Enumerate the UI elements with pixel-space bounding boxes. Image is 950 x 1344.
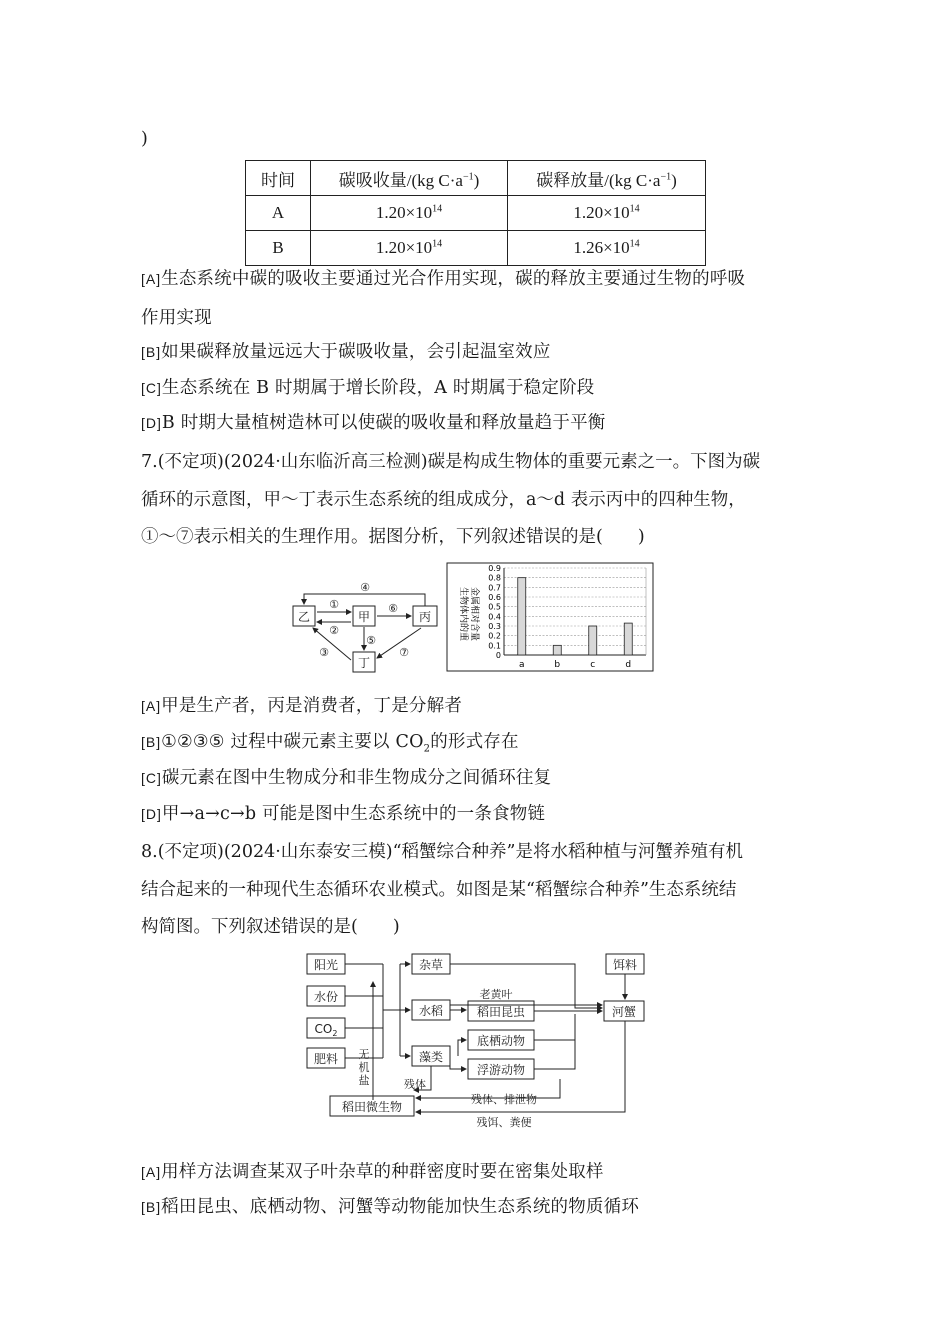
table-header-row [246,161,706,196]
q7-stem-line3: ①～⑦表示相关的生理作用。据图分析，下列叙述错误的是( ) [141,527,645,547]
chart-ytick-label: 0.8 [488,573,501,583]
label-5: ⑤ [366,634,376,647]
table-cell-release: $1.26\times 10^{14}$ [508,231,706,266]
chart-bar-b [553,645,561,655]
chart-ytick-label: 0.7 [488,583,501,593]
label-rice: 水稻 [418,1004,444,1018]
arrow-benthic-crab [534,1014,575,1040]
chart-ylabel-line2: 金属相对含量 [469,586,479,642]
q8-option-a: [A]用样方法调查某双子叶杂草的种群密度时要在密集处取样 [141,1162,604,1182]
chart-bar-a [518,578,526,655]
arrow-algae-benthic [458,1040,466,1056]
chart-ylabel-line1: 生物体内的重 [458,586,468,642]
node-jia: 甲 [357,610,371,624]
q7-stem-line1: 7.(不定项)(2024·山东临沂高三检测)碳是构成生物体的重要元素之一。下图为碳 [141,452,761,472]
q6-option-a-cont: 作用实现 [141,308,212,328]
q7-option-c: [C]碳元素在图中生物成分和非生物成分之间循环往复 [141,768,552,788]
label-sun: 阳光 [313,958,339,972]
chart-bar-c [589,626,597,655]
arrow-plankton-crab [534,1040,575,1069]
q8-stem-line3: 构简图。下列叙述错误的是( ) [141,917,400,937]
node-ding: 丁 [357,656,371,670]
label-water: 水份 [313,990,339,1004]
chart-ytick-label: 0.4 [488,612,501,622]
label-2: ② [329,624,339,637]
label-dung: 残饵、粪便 [476,1116,532,1129]
q8-stem-line1: 8.(不定项)(2024·山东泰安三模)“稻蟹综合种养”是将水稻种植与河蟹养殖有机 [141,842,743,862]
label-benthic: 底栖动物 [476,1034,526,1048]
q7-stem-line2: 循环的示意图，甲～丁表示生态系统的组成成分，a～d 表示丙中的四种生物， [141,490,746,510]
chart-ytick-label: 0.1 [488,641,501,651]
chart-xtick-label: a [518,660,525,670]
q7-option-b: [B]①②③⑤ 过程中碳元素主要以 $CO_2$的形式存在 [141,732,519,755]
chart-ytick-label: 0 [495,651,501,660]
table-header-absorb: 碳吸收量/(kg $C\cdot a^{-1}$) [311,161,508,196]
chart-ytick-label: 0.2 [488,631,501,641]
arrow-algae-plankton [450,1062,466,1069]
table-row [246,196,706,231]
label-fert: 肥料 [313,1052,339,1066]
label-feed: 饵料 [612,958,638,972]
node-yi: 乙 [297,610,311,624]
table-cell-period: A [246,196,311,231]
label-remains: 残体 [404,1078,426,1091]
q8-option-b: [B]稻田昆虫、底栖动物、河蟹等动物能加快生态系统的物质循环 [141,1197,640,1217]
label-3: ③ [319,646,329,659]
chart-xtick-label: d [625,660,632,670]
label-excrete: 残体、排泄物 [471,1093,537,1106]
chart-ytick-label: 0.6 [488,593,501,602]
arrow-4 [304,594,425,606]
chart-ytick-label: 0.5 [488,602,501,612]
table-cell-absorb: $1.20\times 10^{14}$ [311,231,508,266]
label-yellow-leaf: 老黄叶 [479,988,513,1001]
chart-ytick-label: 0.3 [488,622,501,631]
label-co2: $CO_2$ [314,1022,338,1038]
label-algae: 藻类 [418,1050,444,1064]
chart-xtick-label: c [590,660,596,670]
label-inorganic-2: 机 [358,1061,370,1074]
label-insect: 稻田昆虫 [476,1005,526,1019]
label-6: ⑥ [388,602,398,615]
carbon-table [245,160,706,266]
heavy-metal-bar-chart [446,562,654,672]
label-weed: 杂草 [418,958,444,972]
label-plankton: 浮游动物 [476,1063,526,1077]
table-cell-release: $1.20\times 10^{14}$ [508,196,706,231]
q6-option-b: [B]如果碳释放量远远大于碳吸收量，会引起温室效应 [141,342,551,362]
top-paren: ) [141,129,148,149]
label-inorganic-3: 盐 [358,1074,370,1087]
chart-ytick-label: 0.9 [488,564,501,573]
q6-option-a: [A]生态系统中碳的吸收主要通过光合作用实现，碳的释放主要通过生物的呼吸 [141,269,746,289]
table-header-time: 时间 [246,161,311,196]
carbon-cycle-diagram [285,572,445,677]
q6-option-d: [D]B 时期大量植树造林可以使碳的吸收量和释放量趋于平衡 [141,413,606,433]
label-7: ⑦ [399,646,409,659]
label-microbe: 稻田微生物 [341,1100,403,1114]
table-cell-absorb: $1.20\times 10^{14}$ [311,196,508,231]
table-cell-period: B [246,231,311,266]
chart-xtick-label: b [554,660,561,670]
table-row [246,231,706,266]
q6-option-c: [C]生态系统在 B 时期属于增长阶段，A 时期属于稳定阶段 [141,378,595,398]
q7-option-d: [D]甲→a→c→b 可能是图中生态系统中的一条食物链 [141,804,546,824]
label-inorganic-1: 无 [358,1048,370,1061]
q8-stem-line2: 结合起来的一种现代生态循环农业模式。如图是某“稻蟹综合种养”生态系统结 [141,880,737,900]
label-4: ④ [360,581,370,594]
table-header-release: 碳释放量/(kg $C\cdot a^{-1}$) [508,161,706,196]
chart-bar-d [624,623,632,655]
rice-crab-diagram [300,950,650,1135]
q7-option-a: [A]甲是生产者，丙是消费者，丁是分解者 [141,696,463,716]
label-crab: 河蟹 [611,1005,637,1019]
node-bing: 丙 [418,610,432,624]
label-1: ① [329,598,339,611]
